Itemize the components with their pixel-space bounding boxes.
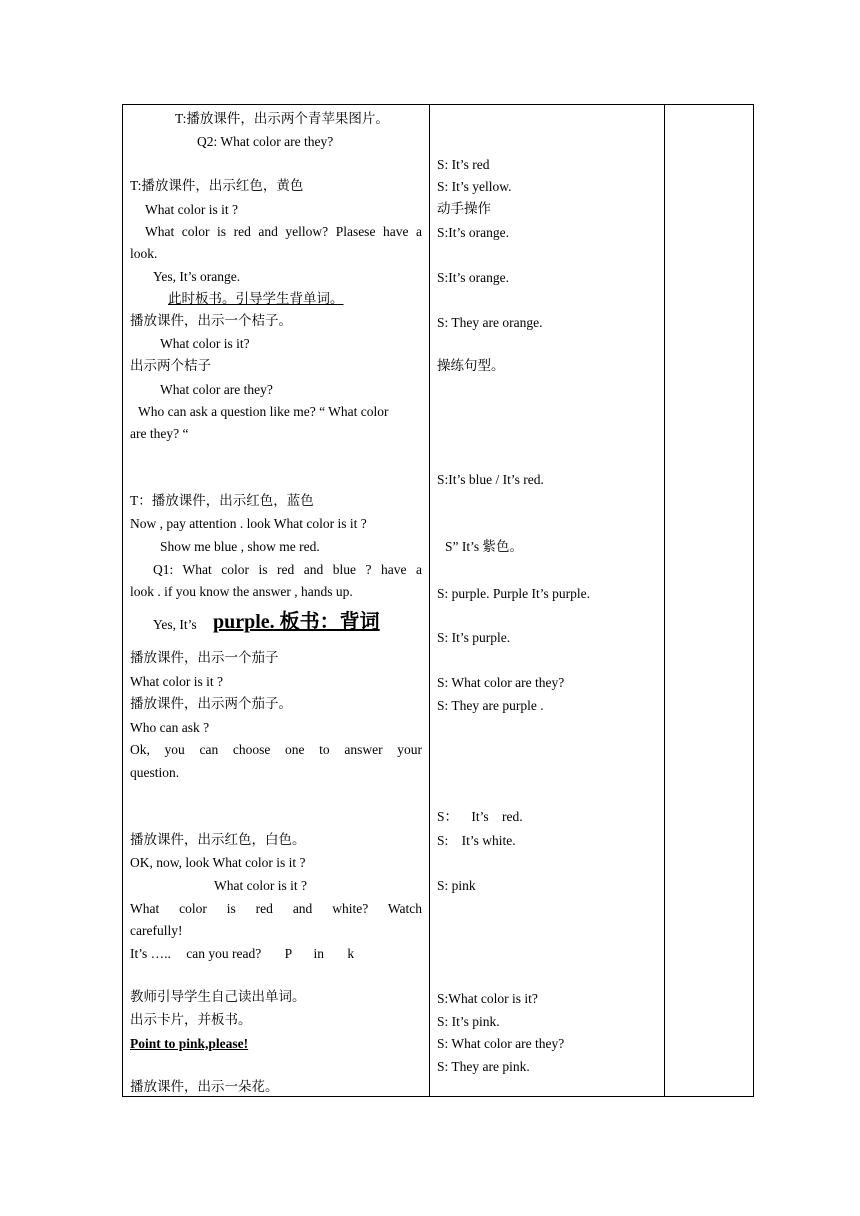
teacher-line: carefully! [130,923,183,938]
student-phrase: It’s white. [461,833,516,848]
student-line: S:What color is it? [437,991,538,1006]
teacher-line: 播放课件，出示两个茄子。 [130,696,292,711]
teacher-line: T:播放课件，出示两个青苹果图片。 [175,111,389,126]
student-line: S:It’s orange. [437,270,509,285]
teacher-line: look. [130,246,158,261]
student-line: S: pink [437,878,476,893]
teacher-line: What color is red and yellow? Plasese have a [145,224,422,239]
student-line: S: What color are they? [437,675,565,690]
column-divider-2 [664,105,665,1096]
teacher-line: 播放课件，出示一朵花。 [130,1079,279,1094]
student-phrase: red. [502,809,523,824]
teacher-line: T：播放课件，出示红色，蓝色 [130,493,314,508]
teacher-line: question. [130,765,180,780]
teacher-line: 播放课件，出示一个桔子。 [130,313,292,328]
student-phrase: S: [437,833,449,848]
teacher-line [130,945,354,963]
teacher-line: Who can ask ? [130,720,210,735]
spelling-letter: P [284,946,293,961]
student-line: S: It’s pink. [437,1014,500,1029]
student-line: S: It’s yellow. [437,179,512,194]
teacher-phrase: It’s ….. [130,946,171,961]
teacher-line: Q2: What color are they? [197,134,334,149]
student-line: S” It’s 紫色。 [445,539,524,554]
teacher-line: What color is it ? [130,674,223,689]
teacher-line: Q1: What color is red and blue ? have a [153,562,422,577]
teacher-line: Yes, It’s [153,617,197,632]
student-line: S: purple. Purple It’s purple. [437,586,590,601]
teacher-line: Show me blue , show me red. [160,539,320,554]
student-line: S: It’s purple. [437,630,511,645]
student-phrase: It’s [471,809,489,824]
student-line: S:It’s blue / It’s red. [437,472,544,487]
teacher-line: Now , pay attention . look What color is it ? [130,516,367,531]
spelling-letter: in [313,946,325,961]
teacher-line: What color is it? [160,336,250,351]
teacher-line: 播放课件，出示红色，白色。 [130,832,306,847]
student-line: S: What color are they? [437,1036,565,1051]
teacher-line: 教师引导学生自己读出单词。 [130,989,306,1004]
student-line: S: They are purple . [437,698,544,713]
teacher-line: 出示卡片，并板书。 [130,1012,252,1027]
teacher-line: 出示两个桔子 [130,358,211,373]
teacher-line: OK, now, look What color is it ? [130,855,306,870]
board-note: 此时板书。引导学生背单词。 [168,291,344,306]
purple-board-note: purple. 板书：背词 [213,611,380,633]
student-line [437,808,523,826]
teacher-phrase: can you read? [186,946,262,961]
spelling-letter: k [347,946,355,961]
student-line: S: They are pink. [437,1059,530,1074]
teacher-line: What color is it ? [145,202,238,217]
student-phrase: S： [437,809,459,824]
lesson-table [122,104,754,1097]
student-line: 动手操作 [437,201,491,216]
student-line: 操练句型。 [437,358,505,373]
teacher-line: 播放课件，出示一个茄子 [130,650,279,665]
teacher-line: Who can ask a question like me? “ What color [138,404,389,419]
teacher-line: look . if you know the answer , hands up. [130,584,353,599]
teacher-line: are they? “ [130,426,189,441]
teacher-line: What color are they? [160,382,273,397]
student-line: S: They are orange. [437,315,543,330]
column-divider-1 [429,105,430,1096]
teacher-line: What color is it ? [214,878,307,893]
teacher-line: T:播放课件，出示红色，黄色 [130,178,304,193]
teacher-line: What color is red and white? Watch [130,901,422,916]
teacher-line: Yes, It’s orange. [153,269,241,284]
teacher-instruction: Point to pink,please! [130,1036,249,1051]
teacher-line: Ok, you can choose one to answer your [130,742,422,757]
student-line: S: It’s red [437,157,490,172]
student-line [437,832,516,850]
student-line: S:It’s orange. [437,225,509,240]
